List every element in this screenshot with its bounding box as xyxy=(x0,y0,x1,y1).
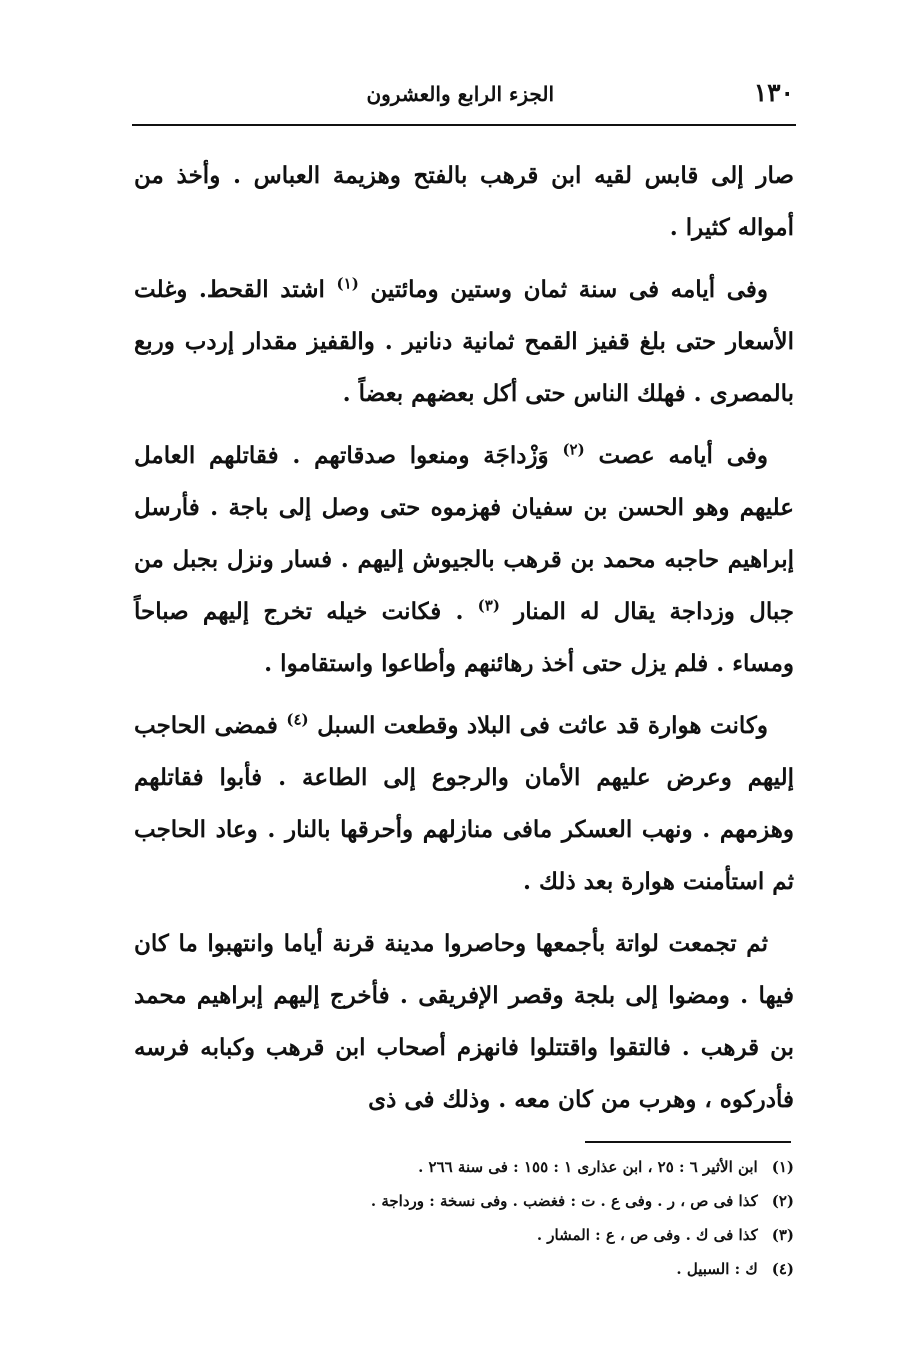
running-title: الجزء الرابع والعشرون xyxy=(366,82,554,106)
paragraph-5 xyxy=(134,918,794,1126)
paragraph-4 xyxy=(134,700,794,908)
paragraph-text: وَزْداجَة ومنعوا صدقاتهم . فقاتلهم العامل عليهم وهو الحسن بن سفيان فهزموه حتى وصل إلى باجة . فأرسل إبراهيم حاجبه محمد بن قرهب بالجيوش إليهم . فسار ونزل بجبل من جبال وزداجة يقال له المنار xyxy=(134,442,794,625)
footnote-1 xyxy=(250,1150,794,1184)
footnote-marker: (١) xyxy=(771,1158,794,1176)
paragraph-text: وفى أيامه فى سنة ثمان وستين ومائتين xyxy=(370,276,768,303)
header-rule xyxy=(132,124,796,126)
paragraph-text: صار إلى قابس لقيه ابن قرهب بالفتح وهزيمة العباس . وأخذ من أمواله كثيرا . xyxy=(134,162,794,241)
footnote-4 xyxy=(250,1252,794,1286)
footnote-2 xyxy=(250,1184,794,1218)
main-text xyxy=(134,150,794,1136)
paragraph-text: . فكانت خيله تخرج إليهم صباحاً ومساء . فلم يزل حتى أخذ رهائنهم وأطاعوا واستقاموا . xyxy=(134,598,794,677)
footnote-marker: (٣) xyxy=(771,1226,794,1244)
paragraph-text: وفى أيامه عصت xyxy=(598,442,768,469)
paragraph-text: اشتد القحط. وغلت الأسعار حتى بلغ قفيز القمح ثمانية دنانير . والقفيز مقدار إردب وربع بالمصرى . فهلك الناس حتى أكل بعضهم بعضاً . xyxy=(134,276,794,407)
paragraph-text: ثم تجمعت لواتة بأجمعها وحاصروا مدينة قرنة أياما وانتهبوا ما كان فيها . ومضوا إلى بلجة وقصر الإفريقى . فأخرج إليهم إبراهيم محمد بن قرهب . فالتقوا واقتتلوا فانهزم أصحاب ابن قرهب وكبابه فرسه فأدركوه ، وهرب من كان معه . وذلك فى ذى xyxy=(134,930,794,1113)
paragraph-2 xyxy=(134,264,794,420)
footnotes xyxy=(250,1150,794,1286)
paragraph-text: وكانت هوارة قد عاثت فى البلاد وقطعت السبل xyxy=(317,712,768,739)
footnote-reference-2: (٢) xyxy=(562,440,585,459)
footnote-3 xyxy=(250,1218,794,1252)
footnote-rule xyxy=(585,1141,791,1143)
footnote-text: كذا فى ص ، ر . وفى ع . ت : فغضب . وفى نسخة : ورداجة . xyxy=(370,1192,758,1210)
footnote-reference-1: (١) xyxy=(336,274,359,293)
paragraph-text: فمضى الحاجب إليهم وعرض عليهم الأمان والرجوع إلى الطاعة . فأبوا فقاتلهم وهزمهم . ونهب العسكر مافى منازلهم وأحرقها بالنار . وعاد الحاجب ثم استأمنت هوارة بعد ذلك . xyxy=(134,712,794,895)
footnote-marker: (٤) xyxy=(771,1260,794,1278)
page-header xyxy=(134,72,794,120)
footnote-reference-4: (٤) xyxy=(286,710,309,729)
footnote-reference-3: (٣) xyxy=(477,596,500,615)
footnote-text: كذا فى ك . وفى ص ، ع : المشار . xyxy=(536,1226,758,1244)
paragraph-1 xyxy=(134,150,794,254)
footnote-marker: (٢) xyxy=(771,1192,794,1210)
footnote-text: ابن الأثير ٦ : ٢٥ ، ابن عذارى ١ : ١٥٥ : فى سنة ٢٦٦ . xyxy=(418,1158,758,1176)
footnote-text: ك : السبيل . xyxy=(676,1260,758,1278)
page-number: ١٣٠ xyxy=(753,78,794,107)
paragraph-3 xyxy=(134,430,794,690)
